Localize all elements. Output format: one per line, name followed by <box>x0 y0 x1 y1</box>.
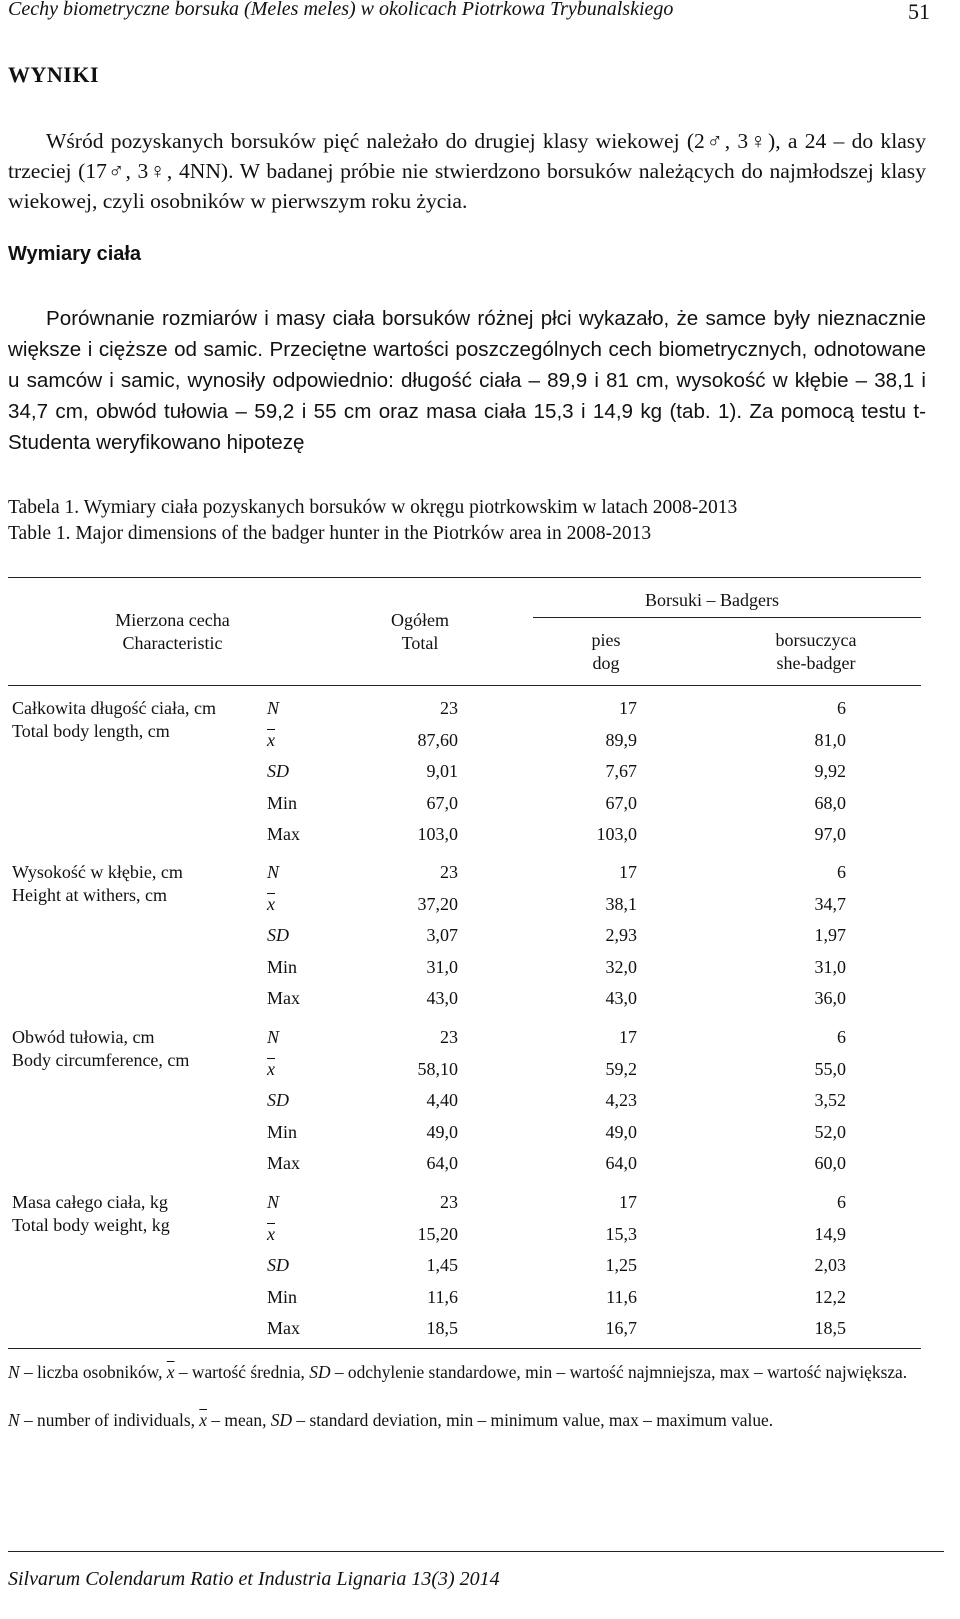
results-paragraph <box>8 126 926 216</box>
cell-total-sd: 4,40 <box>426 1090 458 1110</box>
stat-label-sd: SD <box>267 925 289 945</box>
stat-label-sd: SD <box>267 761 289 781</box>
cell-she-n: 6 <box>837 1027 846 1047</box>
cell-she-max: 60,0 <box>814 1153 846 1173</box>
cell-she-sd: 3,52 <box>814 1090 846 1110</box>
cell-dog-n: 17 <box>619 1192 637 1212</box>
row-name-en: Total body length, cm <box>12 721 170 741</box>
cell-dog-sd: 4,23 <box>605 1090 637 1110</box>
cell-total-min: 11,6 <box>427 1287 458 1307</box>
stat-label-mean: $\overline{x}$ <box>267 730 275 750</box>
table-top-rule <box>8 577 921 578</box>
stat-label-min: Min <box>267 1287 298 1307</box>
cell-dog-sd: 2,93 <box>605 925 637 945</box>
row-name-pl: Całkowita długość ciała, cm <box>12 698 216 718</box>
stat-label-n: N <box>267 862 280 882</box>
cell-total-n: 23 <box>440 862 458 882</box>
stat-label-mean: $\overline{x}$ <box>267 1224 275 1244</box>
table-caption-en: Table 1. Major dimensions of the badger hunter in the Piotrków area in 2008-2013 <box>8 523 652 544</box>
footnote-en <box>8 1408 933 1432</box>
cell-dog-max: 16,7 <box>605 1318 637 1338</box>
cell-she-mean: 34,7 <box>814 894 846 914</box>
row-name-pl: Masa całego ciała, kg <box>12 1192 168 1212</box>
cell-dog-min: 49,0 <box>605 1122 637 1142</box>
cell-dog-n: 17 <box>619 862 637 882</box>
stat-label-n: N <box>267 1192 280 1212</box>
stat-label-max: Max <box>267 1318 300 1338</box>
cell-she-max: 36,0 <box>814 988 846 1008</box>
cell-dog-max: 64,0 <box>605 1153 637 1173</box>
cell-dog-mean: 59,2 <box>605 1059 637 1079</box>
page-number: 51 <box>908 0 930 24</box>
row-name-en: Total body weight, kg <box>12 1215 170 1235</box>
cell-she-mean: 81,0 <box>814 730 846 750</box>
header-bottom-rule <box>8 685 921 686</box>
cell-total-mean: 15,20 <box>417 1224 458 1244</box>
cell-total-n: 23 <box>440 1192 458 1212</box>
cell-she-sd: 2,03 <box>814 1255 846 1275</box>
cell-total-sd: 3,07 <box>426 925 458 945</box>
cell-total-max: 103,0 <box>417 824 458 844</box>
footnote-en-n: N <box>8 1410 20 1430</box>
group-rule <box>533 617 921 618</box>
footnote-en-sd: SD <box>270 1410 293 1430</box>
footnote-en-mean-symbol: $\overline{x}$ <box>199 1410 208 1430</box>
cell-total-min: 49,0 <box>426 1122 458 1142</box>
cell-total-min: 67,0 <box>426 793 458 813</box>
cell-dog-n: 17 <box>619 698 637 718</box>
cell-she-max: 18,5 <box>814 1318 846 1338</box>
cell-dog-mean: 89,9 <box>605 730 637 750</box>
stat-label-n: N <box>267 698 280 718</box>
stat-label-sd: SD <box>267 1255 289 1275</box>
col-head-characteristic-pl: Mierzona cecha <box>115 610 230 630</box>
cell-total-max: 18,5 <box>426 1318 458 1338</box>
body-dimensions-paragraph <box>8 303 926 458</box>
cell-dog-min: 32,0 <box>605 957 637 977</box>
col-head-characteristic-en: Characteristic <box>122 633 223 653</box>
row-name-en: Body circumference, cm <box>12 1050 190 1070</box>
cell-she-min: 31,0 <box>814 957 846 977</box>
row-name-en: Height at withers, cm <box>12 885 167 905</box>
stat-label-sd: SD <box>267 1090 289 1110</box>
cell-total-mean: 37,20 <box>417 894 458 914</box>
section-heading: WYNIKI <box>8 62 100 87</box>
stat-label-mean: $\overline{x}$ <box>267 1059 275 1079</box>
cell-dog-sd: 7,67 <box>605 761 637 781</box>
cell-total-n: 23 <box>440 698 458 718</box>
stat-label-max: Max <box>267 988 300 1008</box>
subsection-heading: Wymiary ciała <box>8 243 142 265</box>
footnote-pl-sd: SD <box>309 1362 331 1382</box>
stat-label-max: Max <box>267 824 300 844</box>
footnote-pl-part2: – wartość średnia, <box>174 1362 310 1382</box>
cell-dog-mean: 38,1 <box>605 894 637 914</box>
row-name-pl: Wysokość w kłębie, cm <box>12 862 183 882</box>
cell-she-min: 12,2 <box>814 1287 846 1307</box>
cell-total-sd: 9,01 <box>426 761 458 781</box>
cell-dog-n: 17 <box>619 1027 637 1047</box>
cell-she-n: 6 <box>837 862 846 882</box>
body-dimensions-paragraph-text: Porównanie rozmiarów i masy ciała borsuków różnej płci wykazało, że samce były nieznacznie większe i cięższe od samic. Przeciętne wartości poszczególnych cech biometrycznych, odnotowane u samców i samic, wynosiły odpowiednio: długość ciała – 89,9 i 81 cm, wysokość w kłębie – 38,1 i 34,7 cm, obwód tułowia – 59,2 i 55 cm oraz masa ciała 15,3 i 14,9 kg (tab. 1). Za pomocą testu t-Studenta weryfikowano hipotezę <box>8 307 926 454</box>
cell-dog-mean: 15,3 <box>605 1224 637 1244</box>
results-paragraph-text: Wśród pozyskanych borsuków pięć należało do drugiej klasy wiekowej (2♂, 3♀), a 24 – do klasy trzeciej (17♂, 3♀, 4NN). W badanej próbie nie stwierdzono borsuków należących do najmłodszej klasy wiekowej, czyli osobników w pierwszym roku życia. <box>8 129 926 213</box>
footnote-en-part1: – number of individuals, <box>19 1410 200 1430</box>
cell-total-max: 43,0 <box>426 988 458 1008</box>
cell-total-n: 23 <box>440 1027 458 1047</box>
stat-label-max: Max <box>267 1153 300 1173</box>
stat-label-min: Min <box>267 957 298 977</box>
cell-she-min: 68,0 <box>814 793 846 813</box>
cell-dog-max: 103,0 <box>596 824 637 844</box>
running-header: Cechy biometryczne borsuka (Meles meles) w okolicach Piotrkowa Trybunalskiego <box>8 0 674 20</box>
footnote-pl-part1: – liczba osobników, <box>19 1362 167 1382</box>
journal-footer: Silvarum Colendarum Ratio et Industria Lignaria 13(3) 2014 <box>8 1568 500 1590</box>
cell-she-sd: 9,92 <box>814 761 846 781</box>
cell-she-mean: 55,0 <box>814 1059 846 1079</box>
stat-label-n: N <box>267 1027 280 1047</box>
cell-dog-min: 67,0 <box>605 793 637 813</box>
cell-she-max: 97,0 <box>814 824 846 844</box>
footnote-pl-n: N <box>8 1362 20 1382</box>
row-name-pl: Obwód tułowia, cm <box>12 1027 155 1047</box>
cell-she-n: 6 <box>837 1192 846 1212</box>
table-caption-pl: Tabela 1. Wymiary ciała pozyskanych borsuków w okręgu piotrkowskim w latach 2008-2013 <box>8 497 738 518</box>
cell-total-max: 64,0 <box>426 1153 458 1173</box>
col-head-she-pl: borsuczyca <box>775 630 857 650</box>
col-head-total-pl: Ogółem <box>391 610 449 630</box>
cell-she-mean: 14,9 <box>814 1224 846 1244</box>
cell-total-sd: 1,45 <box>426 1255 458 1275</box>
cell-total-min: 31,0 <box>426 957 458 977</box>
footnote-pl-mean-symbol: $\overline{x}$ <box>166 1362 175 1382</box>
cell-total-mean: 87,60 <box>417 730 458 750</box>
cell-she-sd: 1,97 <box>814 925 846 945</box>
footnote-pl <box>8 1360 933 1384</box>
cell-dog-min: 11,6 <box>606 1287 637 1307</box>
cell-dog-max: 43,0 <box>605 988 637 1008</box>
col-head-total-en: Total <box>401 633 439 653</box>
footer-rule <box>8 1551 944 1552</box>
footnote-en-part3: – standard deviation, min – minimum value, max – maximum value. <box>292 1410 774 1430</box>
col-head-she-en: she-badger <box>776 653 856 673</box>
col-head-dog-en: dog <box>592 653 620 673</box>
footnote-en-part2: – mean, <box>207 1410 271 1430</box>
table-bottom-rule <box>8 1348 921 1349</box>
cell-total-mean: 58,10 <box>417 1059 458 1079</box>
stat-label-min: Min <box>267 793 298 813</box>
cell-she-min: 52,0 <box>814 1122 846 1142</box>
stat-label-min: Min <box>267 1122 298 1142</box>
stat-label-mean: $\overline{x}$ <box>267 894 275 914</box>
cell-she-n: 6 <box>837 698 846 718</box>
col-head-dog-pl: pies <box>591 630 621 650</box>
footnote-pl-part3: – odchylenie standardowe, min – wartość najmniejsza, max – wartość największa. <box>330 1362 908 1382</box>
cell-dog-sd: 1,25 <box>605 1255 637 1275</box>
col-head-group: Borsuki – Badgers <box>645 590 779 610</box>
